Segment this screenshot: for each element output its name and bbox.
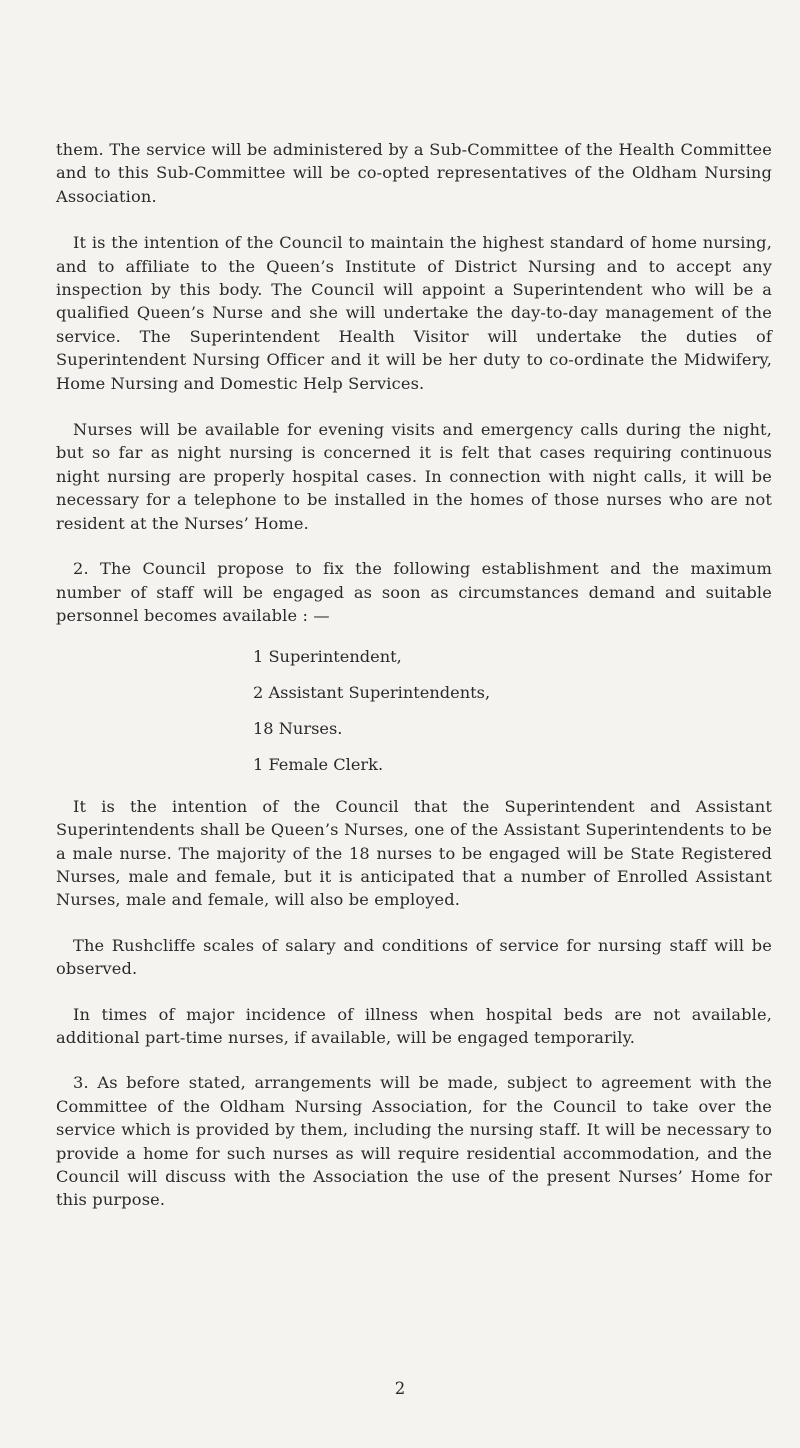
staff-establishment-list bbox=[56, 645, 772, 776]
paragraph-nursing-standard: It is the intention of the Council to maintain the highest standard of home nursing, and to affiliate to the Queen’s Institute of District Nursing and to accept any inspection by this body. The Council will appoint a Superintendent who will be a qualified Queen’s Nurse and she will undertake the day-to-day management of the service. The Superintendent Health Visitor will undertake the duties of Superintendent Nursing Officer and it will be her duty to co-ordinate the Midwifery, Home Nursing and Domestic Help Services. bbox=[56, 233, 772, 393]
paragraph-part-time-nurses: In times of major incidence of illness when hospital beds are not available, additional part-time nurses, if available, will be engaged temporarily. bbox=[56, 1004, 772, 1047]
paragraph-queens-nurses: It is the intention of the Council that the Superintendent and Assistant Superintendents shall be Queen’s Nurses, one of the Assistant Superintendents to be a male nurse. The majority of the 18 nurses to be engaged will be State Registered Nurses, male and female, but it is anticipated that a number of Enrolled Assistant Nurses, male and female, will also be employed. bbox=[56, 796, 772, 910]
page-number: 2 bbox=[394, 1379, 406, 1398]
paragraph-rushcliffe-scales: The Rushcliffe scales of salary and conditions of service for nursing staff will be observed. bbox=[56, 935, 772, 979]
list-item: 2 Assistant Superintendents, bbox=[253, 683, 491, 703]
paragraph-nurses-home: 3. As before stated, arrangements will be made, subject to agreement with the Committee of the Oldham Nursing Association, for the Council to take over the service which is provided by them, including the nursing staff. It will be necessary to provide a home for such nurses as will require residential accommodation, and the Council will discuss with the Association the use of the present Nurses’ Home for this purpose. bbox=[56, 1073, 772, 1210]
paragraph-establishment: 2. The Council propose to fix the following establishment and the maximum number of staff will be engaged as soon as circumstances demand and suitable personnel becomes available : — bbox=[56, 559, 772, 625]
paragraph-night-calls: Nurses will be available for evening visits and emergency calls during the night, but so far as night nursing is concerned it is felt that cases requiring continuous night nursing are properly hospital cases. In connection with night calls, it will be necessary for a telephone to be installed in the homes of those nurses who are not resident at the Nurses’ Home. bbox=[56, 420, 772, 533]
list-item: 1 Female Clerk. bbox=[253, 755, 384, 775]
list-item: 18 Nurses. bbox=[253, 719, 343, 739]
list-item: 1 Superintendent, bbox=[253, 647, 402, 667]
paragraph-service-administration: them. The service will be administered by a Sub-Committee of the Health Committee and to this Sub-Committee will be co-opted representatives of the Oldham Nursing Association. bbox=[56, 140, 772, 206]
